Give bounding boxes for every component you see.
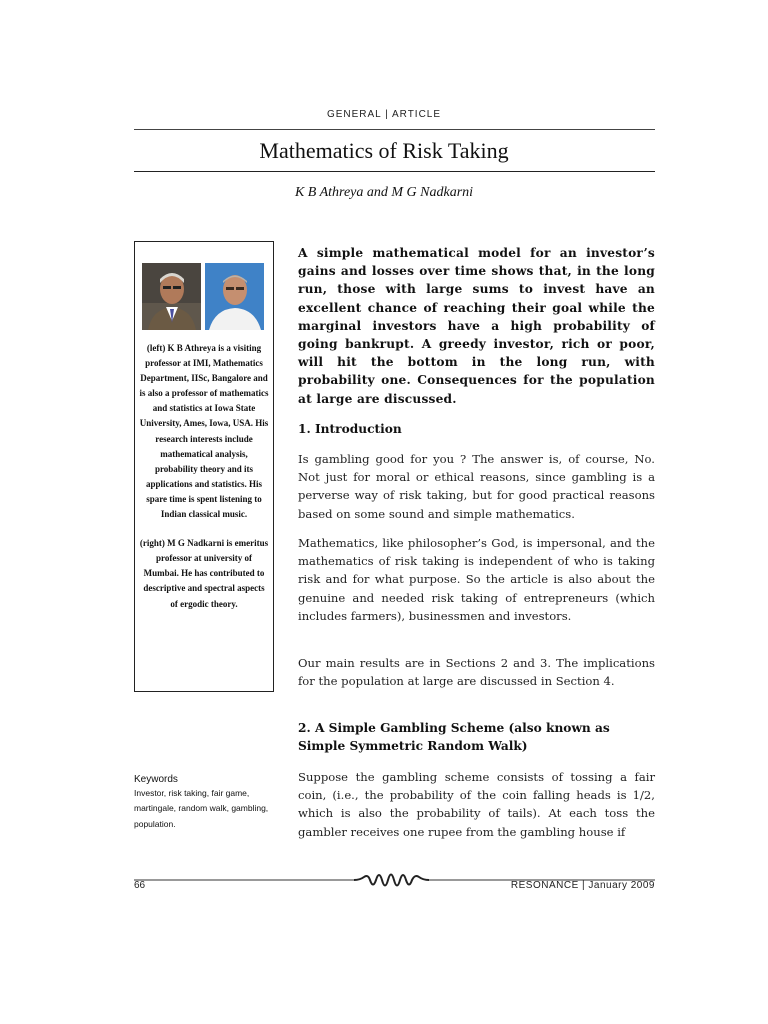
author-bio-box xyxy=(134,241,274,692)
section-label: GENERAL | ARTICLE xyxy=(326,109,442,120)
author-portrait-right-icon xyxy=(205,263,264,330)
keywords-title: Keywords xyxy=(134,774,178,785)
keywords-block xyxy=(134,774,284,832)
article-authors: K B Athreya and M G Nadkarni xyxy=(294,185,474,200)
section-heading-introduction: 1. Introduction xyxy=(298,422,402,436)
author-portrait-left-icon xyxy=(142,263,201,330)
intro-paragraph-3: Our main results are in Sections 2 and 3. The implications for the population at large are discussed in Section 4. xyxy=(298,656,655,689)
keywords-list: Investor, risk taking, fair game, martingale, random walk, gambling, population. xyxy=(134,788,269,829)
gambling-scheme-paragraph: Suppose the gambling scheme consists of tossing a fair coin, (i.e., the probability of the coin falling heads is 1/2, which is also the probability of tails). At each toss the gambler receives one rupee from the gambling house if xyxy=(298,770,655,839)
intro-paragraph-2: Mathematics, like philosopher’s God, is impersonal, and the mathematics of risk taking is independent of who is taking risk and for what purpose. So the article is also about the genuine and needed risk taking of entrepreneurs (which includes farmers), businessmen and investors. xyxy=(298,536,655,623)
article-abstract: A simple mathematical model for an investor’s gains and losses over time shows that, in the long run, those with large sums to invest have an excellent chance of reaching their goal while the marginal investors have a high probability of going bankrupt. A greedy investor, rich or poor, will hit the bottom in the long run, with probability one. Consequences for the population at large are discussed. xyxy=(298,246,655,406)
title-rule xyxy=(134,171,655,172)
intro-paragraph-1: Is gambling good for you ? The answer is, of course, No. Not just for moral or ethical reasons, since gambling is a perverse way of risk taking, but for good practical reasons based on some sound and simple mathematics. xyxy=(298,452,655,521)
header-rule xyxy=(134,129,655,130)
page-number: 66 xyxy=(134,880,146,891)
author-photo-athreya xyxy=(142,263,201,330)
journal-footer: RESONANCE | January 2009 xyxy=(510,880,655,891)
bio-nadkarni: (right) M G Nadkarni is emeritus professor at university of Mumbai. He has contributed to descriptive and spectral aspects of ergodic theory. xyxy=(139,538,269,609)
section-heading-gambling-scheme: 2. A Simple Gambling Scheme (also known as Simple Symmetric Random Walk) xyxy=(298,721,610,754)
article-title: Mathematics of Risk Taking xyxy=(259,138,509,163)
author-photo-nadkarni xyxy=(205,263,264,330)
bio-athreya: (left) K B Athreya is a visiting professor at IMI, Mathematics Department, IISc, Bangalore and is also a professor of mathematics and statistics at Iowa State University, Ames, Iowa, USA. His research interests include mathematical analysis, probability theory and its applications and statistics. His spare time is spent listening to Indian classical music. xyxy=(139,343,269,520)
